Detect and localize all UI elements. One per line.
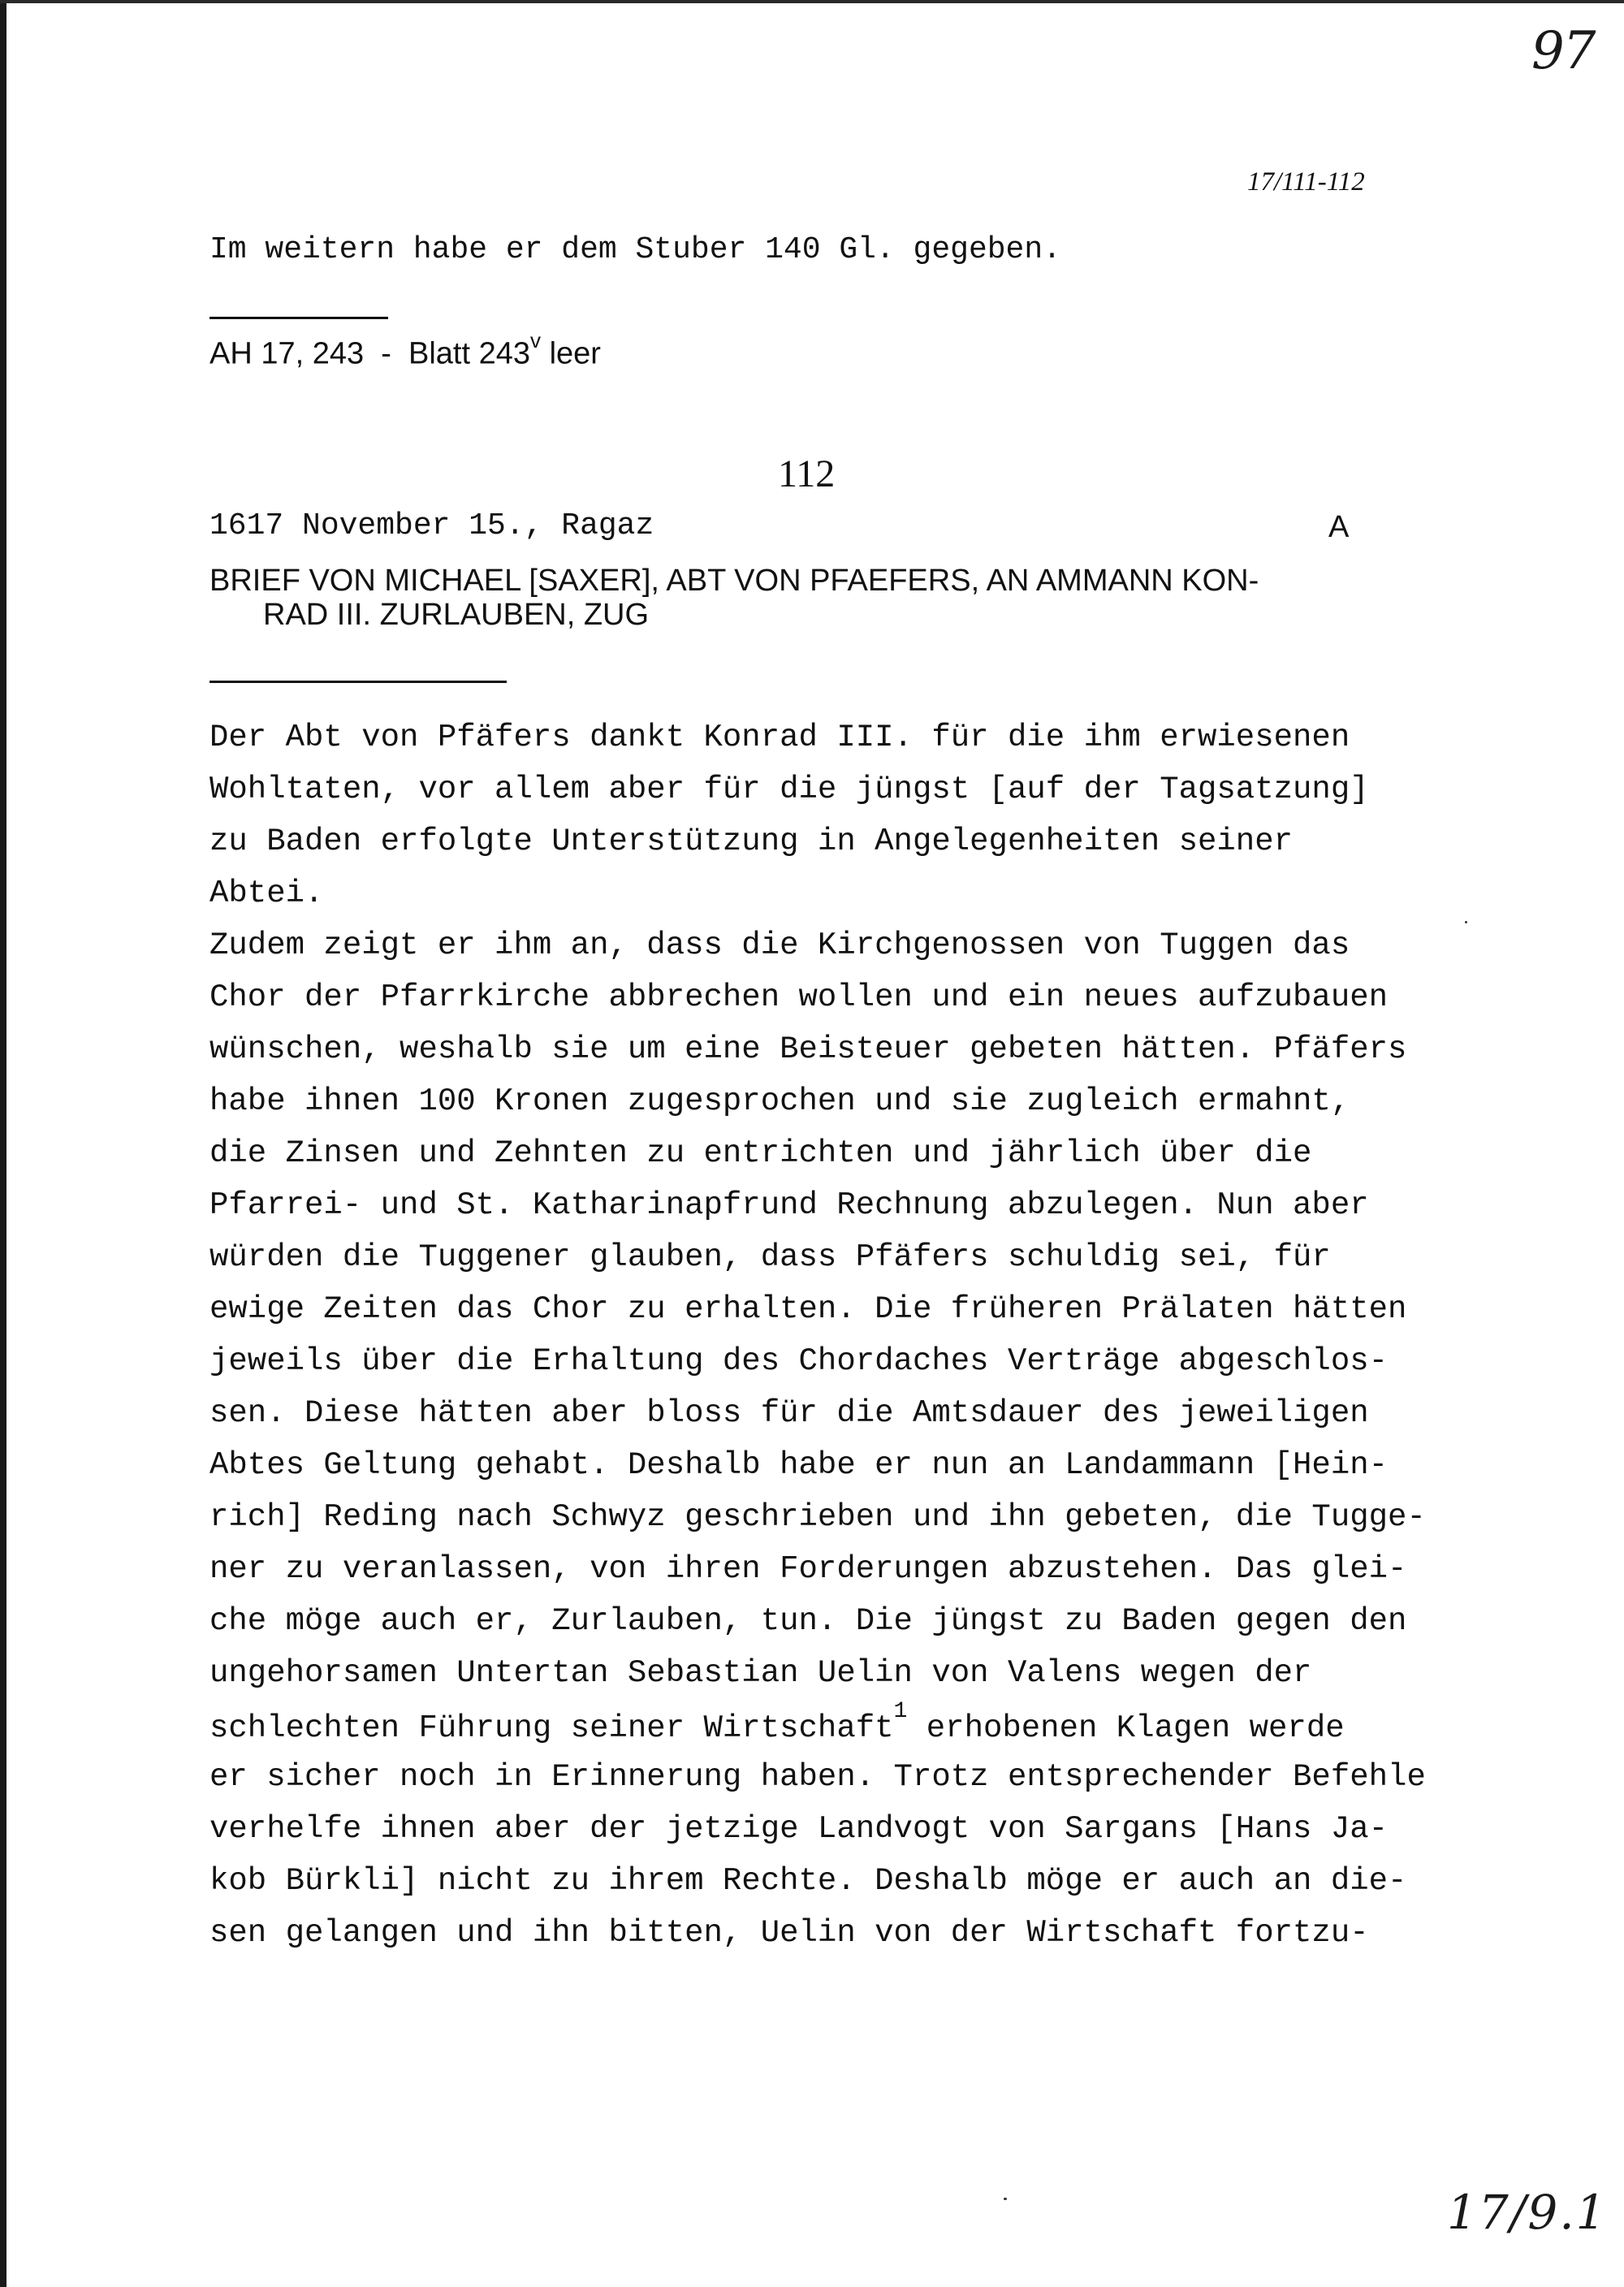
body-line: rich] Reding nach Schwyz geschrieben und ihn gebeten, die Tugge- [209,1499,1426,1535]
ah-reference-suffix: leer [541,336,601,371]
body-line: che möge auch er, Zurlauben, tun. Die jüngst zu Baden gegen den [209,1603,1407,1639]
body-line: habe ihnen 100 Kronen zugesprochen und sie zugleich ermahnt, [209,1083,1350,1119]
scan-top-edge [0,0,1624,3]
archive-mark: 17/9.1 [1447,2185,1608,2240]
heading-rule [209,681,507,683]
short-rule [209,317,388,319]
body-line: ungehorsamen Untertan Sebastian Uelin von Valens wegen der [209,1655,1312,1691]
body-line: würden die Tuggener glauben, dass Pfäfers schuldig sei, für [209,1239,1331,1275]
body-line: Wohltaten, vor allem aber für die jüngst [auf der Tagsatzung] [209,772,1369,807]
heading-line-1: BRIEF VON MICHAEL [SAXER], ABT VON PFAEFERS, AN AMMANN KON- [209,564,1259,598]
body-line: Zudem zeigt er ihm an, dass die Kirchgenossen von Tuggen das [209,927,1350,963]
heading-line-2: RAD III. ZURLAUBEN, ZUG [263,598,650,632]
body-line: Abtei. [209,875,324,911]
body-line: Abtes Geltung gehabt. Deshalb habe er nun an Landammann [Hein- [209,1447,1389,1483]
body-line: Pfarrei- und St. Katharinapfrund Rechnung abzulegen. Nun aber [209,1187,1369,1223]
body-line: er sicher noch in Erinnerung haben. Trotz entsprechender Befehle [209,1759,1426,1795]
scan-left-edge [0,0,6,2287]
scan-speck [1004,2198,1007,2200]
body-line: sen. Diese hätten aber bloss für die Amtsdauer des jeweiligen [209,1395,1369,1431]
body-line: wünschen, weshalb sie um eine Beisteuer gebeten hätten. Pfäfers [209,1031,1407,1067]
date-place: 1617 November 15., Ragaz [209,508,654,543]
body-line: zu Baden erfolgte Unterstützung in Angelegenheiten seiner [209,824,1294,859]
document-number: 112 [778,452,836,495]
body-line-footnoted [209,1699,1345,1746]
body-line: verhelfe ihnen aber der jetzige Landvogt von Sargans [Hans Ja- [209,1811,1389,1847]
body-line: sen gelangen und ihn bitten, Uelin von der Wirtschaft fortzu- [209,1915,1369,1951]
folio-number: 97 [1531,21,1595,81]
body-line-continuation: erhobenen Klagen werde [907,1710,1345,1746]
closing-sentence: Im weitern habe er dem Stuber 140 Gl. gegeben. [209,232,1061,267]
body-line: Chor der Pfarrkirche abbrechen wollen und ein neues aufzubauen [209,979,1389,1015]
body-line: die Zinsen und Zehnten zu entrichten und jährlich über die [209,1135,1312,1171]
body-line: jeweils über die Erhaltung des Chordaches Verträge abgeschlos- [209,1343,1389,1379]
footnote-marker: 1 [893,1699,908,1724]
body-line: ewige Zeiten das Chor zu erhalten. Die früheren Prälaten hätten [209,1291,1407,1327]
ah-reference-prefix: AH 17, 243 - Blatt 243 [209,336,531,371]
scan-speck [1465,921,1467,923]
ah-reference-superscript: v [530,328,542,352]
body-line-text: schlechten Führung seiner Wirtschaft [209,1710,894,1746]
variant-letter: A [1328,510,1350,544]
ah-reference [209,328,601,372]
page-reference: 17/111-112 [1247,167,1365,197]
body-line: kob Bürkli] nicht zu ihrem Rechte. Deshalb möge er auch an die- [209,1863,1407,1899]
body-line: ner zu veranlassen, von ihren Forderungen abzustehen. Das glei- [209,1551,1407,1587]
body-line: Der Abt von Pfäfers dankt Konrad III. für die ihm erwiesenen [209,720,1350,755]
